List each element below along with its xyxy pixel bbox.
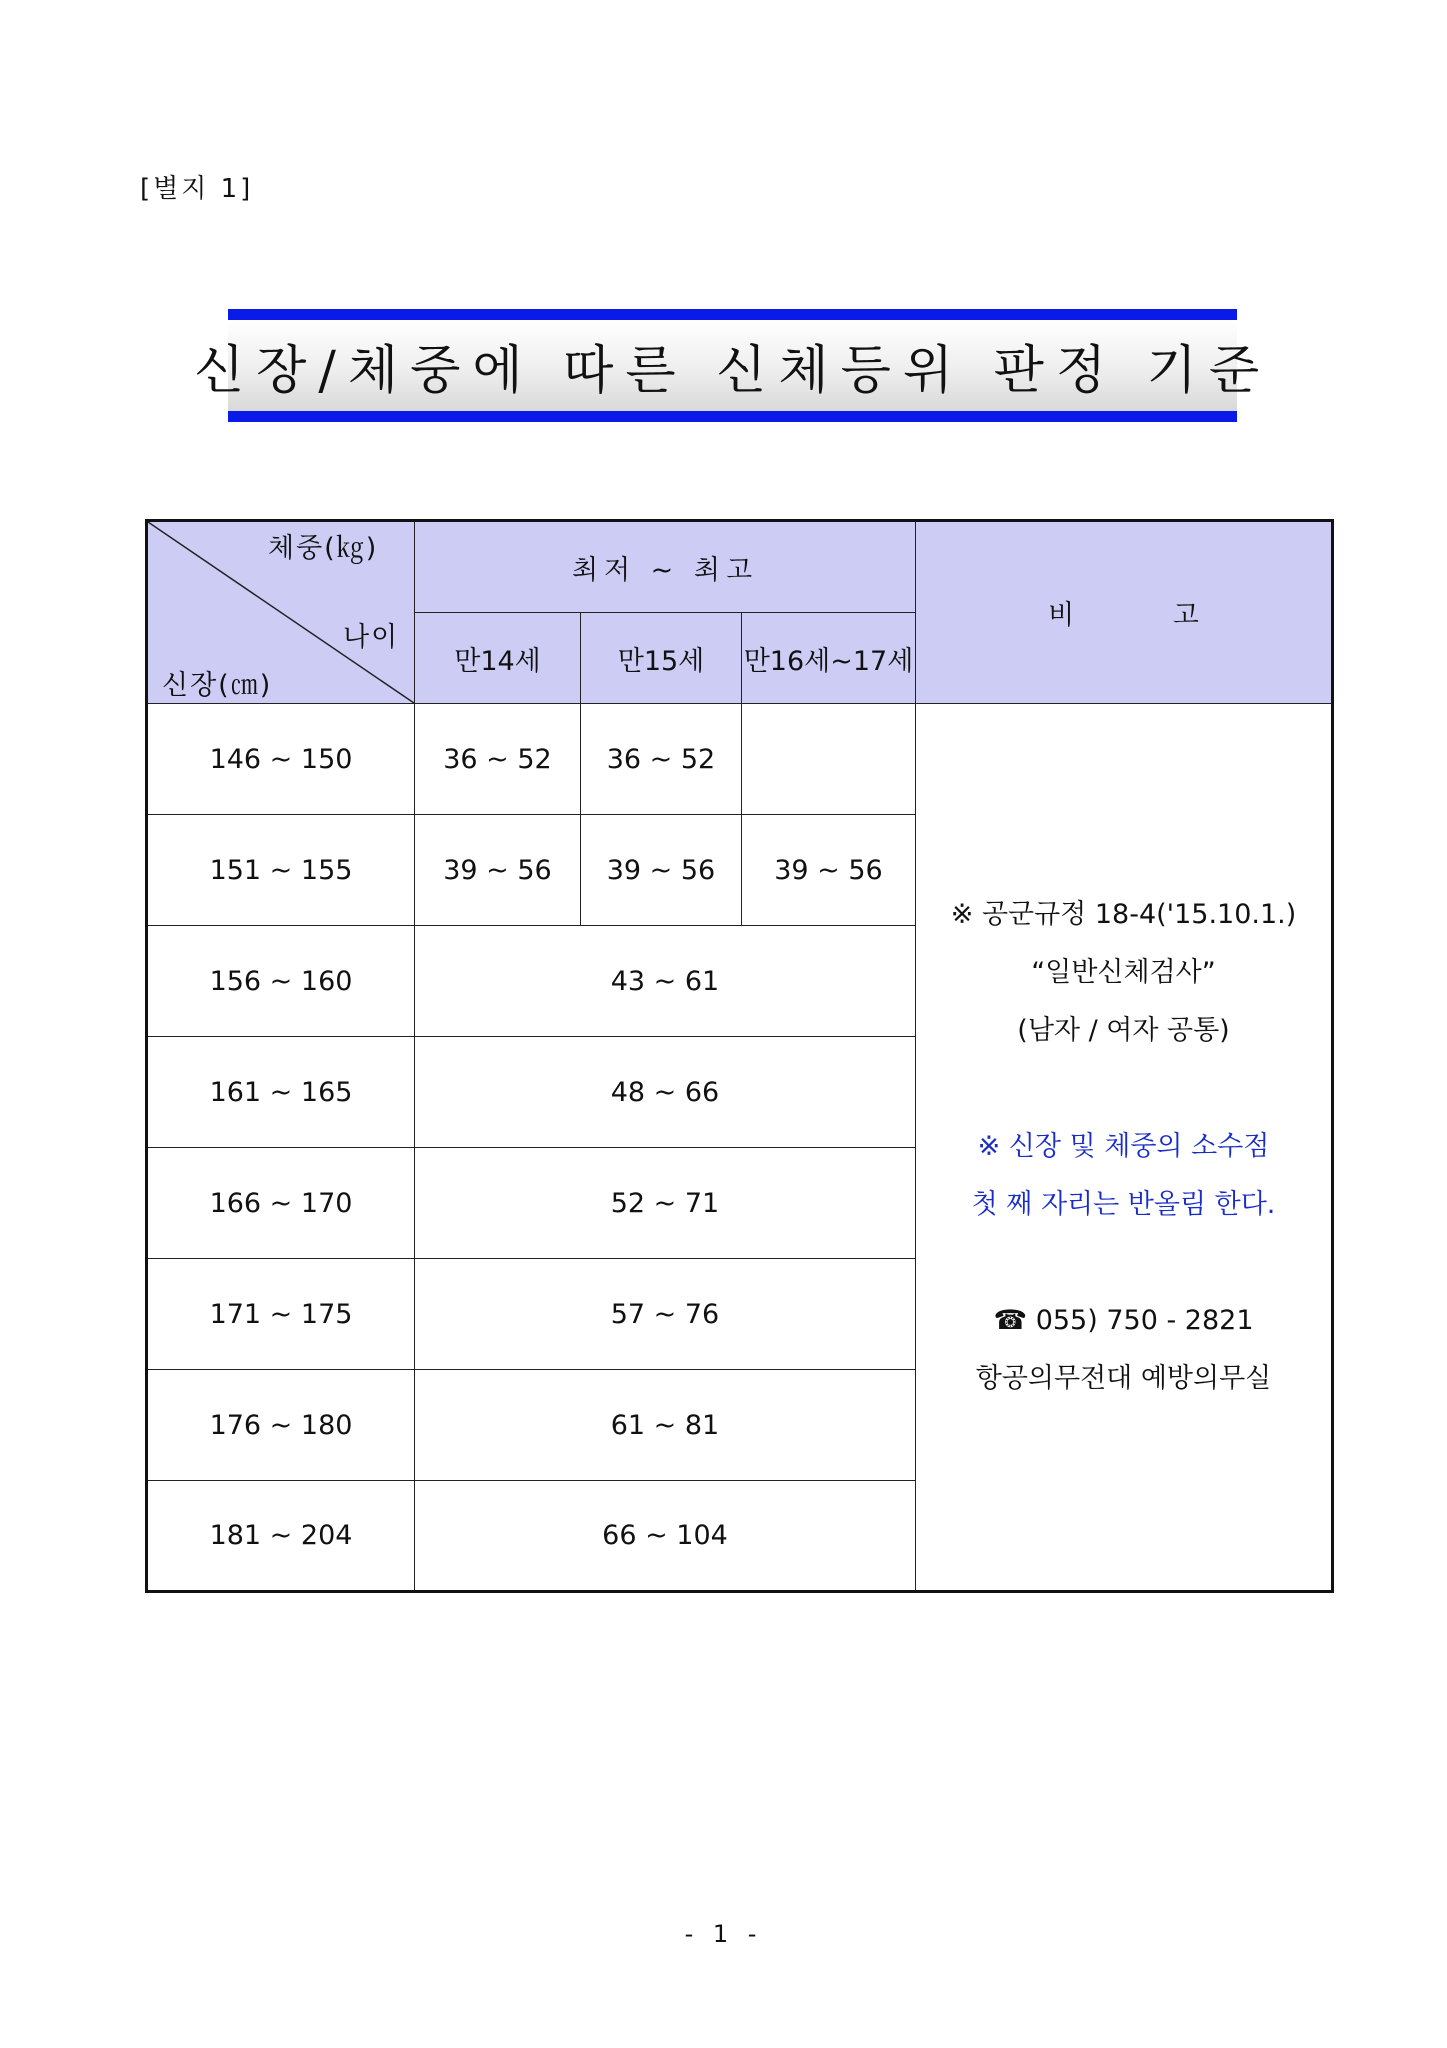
age-group-header: 만15세 <box>581 613 742 704</box>
table-row <box>147 704 1333 815</box>
document-title: 신장/체중에 따른 신체등위 판정 기준 <box>193 341 1272 401</box>
weight-range-merged-cell: 57 ~ 76 <box>415 1259 916 1370</box>
remarks-regulation: ※ 공군규정 18-4('15.10.1.) <box>950 899 1297 930</box>
remarks-cell <box>916 704 1333 1592</box>
weight-range-merged-cell: 61 ~ 81 <box>415 1370 916 1481</box>
height-range-cell: 171 ~ 175 <box>147 1259 415 1370</box>
remarks-header-cell <box>916 521 1333 704</box>
attachment-label: [별지 1] <box>140 174 254 204</box>
remarks-office: 항공의무전대 예방의무실 <box>975 1363 1272 1394</box>
height-range-cell: 181 ~ 204 <box>147 1481 415 1592</box>
height-range-cell: 156 ~ 160 <box>147 926 415 1037</box>
weight-range-merged-cell: 43 ~ 61 <box>415 926 916 1037</box>
weight-range-merged-cell: 48 ~ 66 <box>415 1037 916 1148</box>
remarks-rounding-note-2: 첫 째 자리는 반올림 한다. <box>971 1189 1276 1220</box>
table-header-row <box>147 521 1333 613</box>
remarks-exam-name: “일반신체검사” <box>1031 957 1216 988</box>
body-grade-table <box>145 519 1334 1593</box>
age-group-header: 만14세 <box>415 613 581 704</box>
weight-range-cell: 36 ~ 52 <box>415 704 581 815</box>
weight-range-cell: 39 ~ 56 <box>742 815 916 926</box>
page-number: - 1 - <box>684 1920 763 1948</box>
remarks-phone: ☎ 055) 750 - 2821 <box>993 1305 1254 1336</box>
weight-range-merged-cell: 52 ~ 71 <box>415 1148 916 1259</box>
remarks-header-label: 비 고 <box>1048 600 1199 631</box>
remarks-rounding-note-1: ※ 신장 및 체중의 소수점 <box>977 1131 1270 1162</box>
height-range-cell: 146 ~ 150 <box>147 704 415 815</box>
height-range-cell: 176 ~ 180 <box>147 1370 415 1481</box>
age-group-header: 만16세~17세 <box>742 613 916 704</box>
title-banner <box>193 309 1272 422</box>
corner-age-label: 나이 <box>343 622 400 653</box>
height-range-cell: 161 ~ 165 <box>147 1037 415 1148</box>
corner-height-label: 신장(㎝) <box>162 670 273 701</box>
weight-range-merged-cell: 66 ~ 104 <box>415 1481 916 1592</box>
range-header-label: 최저 ~ 최고 <box>571 554 759 586</box>
weight-range-cell: 39 ~ 56 <box>415 815 581 926</box>
corner-weight-label: 체중(㎏) <box>268 533 379 564</box>
weight-range-cell: 39 ~ 56 <box>581 815 742 926</box>
range-header-cell <box>415 521 916 613</box>
corner-header-cell <box>147 521 415 704</box>
height-range-cell: 151 ~ 155 <box>147 815 415 926</box>
remarks-gender: (남자 / 여자 공통) <box>1017 1015 1230 1046</box>
height-range-cell: 166 ~ 170 <box>147 1148 415 1259</box>
weight-range-cell: 36 ~ 52 <box>581 704 742 815</box>
weight-range-cell <box>742 704 916 815</box>
